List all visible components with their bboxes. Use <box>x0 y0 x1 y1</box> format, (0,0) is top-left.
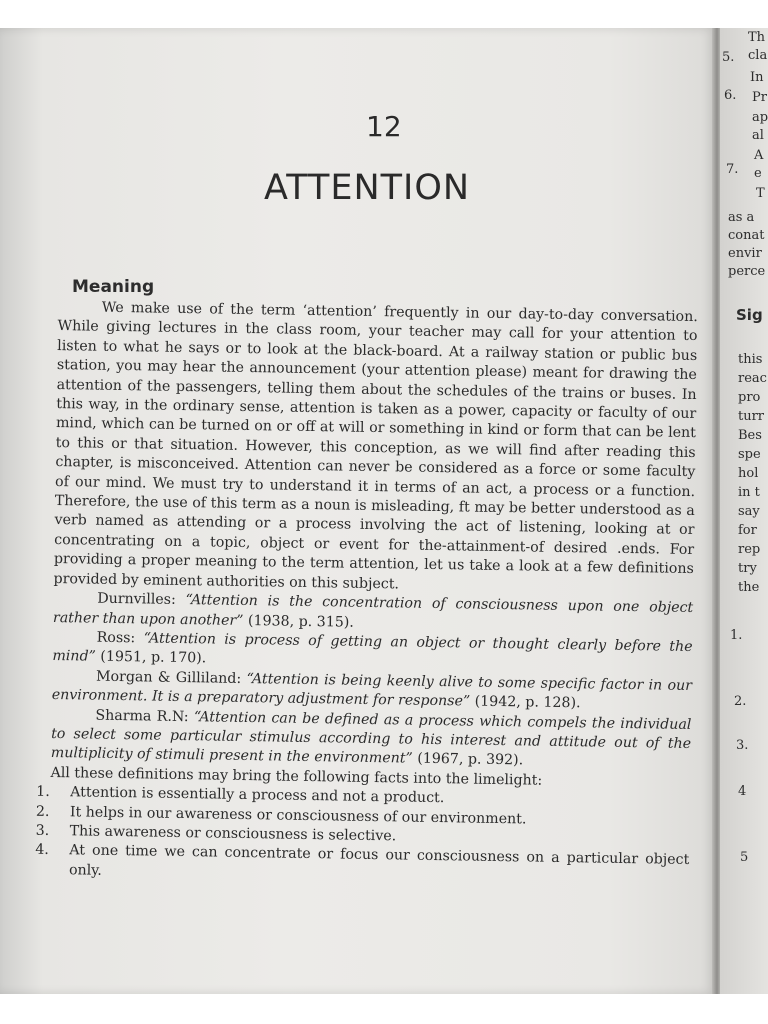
right-page-fragment: cla <box>748 48 768 63</box>
right-page-fragment: rep <box>738 542 761 557</box>
list-number: 2. <box>35 803 50 820</box>
section-heading: Meaning <box>72 277 155 297</box>
definition-quote: “Attention is being keenly alive to some specific factor in our environment. It is a preparatory adjustment for response” <box>51 670 693 710</box>
right-page-fragment: In <box>750 70 764 85</box>
definition-quote: “Attention is process of getting an object or thought clearly before the mind” <box>52 630 693 665</box>
definition-sharma <box>51 705 692 773</box>
chapter-number: 12 <box>366 110 402 143</box>
paragraph-meaning: We make use of the term ‘attention’ frequently in our day-to-day conversation. While giving lectures in the class room, your teacher may call for your attention to listen to what he says or to look at the black-board. At a railway station or public bus station, you may hear the announcement (your attention please) meant for drawing the attention of the passengers, telling them about the schedules of the trains or buses. In this way, in the ordinary sense, attention is taken as a power, capacity or faculty of our mind, which can be turned on or off at will or something in kind or form that can be lent to this or that situation. However, this conception, as we will find after reading this chapter, is misconceived. Attention can never be considered as a force or some faculty of our mind. We must try to understand it in terms of an act, a process or a function. Therefore, the use of this term as a noun is misleading, ft may be better understood as a verb named as attending or a process involving the act of listening, looking at or concentrating on a topic, object or event for the-attainment-of desired .ends. For providing a proper meaning to the term attention, let us take a look at a few definitions provided by eminent authorities on this subject. <box>53 299 698 593</box>
right-page-fragment: turr <box>738 409 765 424</box>
definition-cite: (1951, p. 170). <box>100 649 207 667</box>
right-page-fragment: the <box>738 580 760 595</box>
definition-author: Ross: <box>96 629 136 647</box>
right-page-fragment: Pr <box>752 90 767 105</box>
right-page-fragment: for <box>738 523 757 538</box>
right-page-fragment: al <box>752 128 764 143</box>
right-page-fragment: 6. <box>724 88 737 103</box>
right-page-fragment: 7. <box>726 162 739 177</box>
right-page-heading: Sig <box>736 306 763 324</box>
right-page-fragment: ap <box>752 110 768 125</box>
definition-author: Sharma R.N: <box>95 707 189 725</box>
list-text: Attention is essentially a process and not a product. <box>70 784 445 807</box>
facts-list <box>35 783 690 890</box>
right-page-fragment: this <box>738 352 763 367</box>
chapter-title: ATTENTION <box>264 168 471 208</box>
definition-quote: “Attention can be defined as a process which compels the individual to select some particular stimulus according to his interest and attitude out of the multiplicity of stimuli present in the environment” <box>50 708 692 767</box>
right-page-fragment: e <box>754 166 762 181</box>
right-page-fragment: perce <box>728 264 766 279</box>
right-page-fragment: conat <box>728 228 765 243</box>
definition-quote: “Attention is the concentration of consciousness upon one object rather than upon another” <box>52 592 694 629</box>
right-page-fragment: try <box>738 561 757 576</box>
definition-author: Durnvilles: <box>97 590 176 608</box>
left-page <box>0 28 716 994</box>
list-text: It helps in our awareness or consciousness of our environment. <box>69 803 527 827</box>
definition-cite: (1938, p. 315). <box>247 612 355 631</box>
right-page-fragment: 4 <box>738 784 747 799</box>
facts-intro: All these definitions may bring the following facts into the limelight: <box>50 764 543 789</box>
right-page <box>720 28 768 994</box>
right-page-fragment: 3. <box>736 738 749 753</box>
definition-cite: (1967, p. 392). <box>417 751 524 769</box>
right-page-fragment: 5. <box>722 50 735 65</box>
right-page-fragment: say <box>738 504 760 519</box>
list-number: 3. <box>35 822 50 839</box>
right-page-fragment: 1. <box>730 628 743 643</box>
right-page-fragment: in t <box>738 485 760 500</box>
list-number: 4. <box>35 842 49 859</box>
right-page-fragment: Bes <box>738 428 762 443</box>
body-text <box>35 298 698 890</box>
right-page-fragment: T <box>756 186 765 201</box>
right-page-fragment: hol <box>738 466 759 481</box>
right-page-fragment: A <box>754 148 764 163</box>
right-page-fragment: Th <box>748 30 766 45</box>
list-text: This awareness or consciousness is selective. <box>69 823 397 845</box>
right-page-fragment: reac <box>738 371 767 386</box>
right-page-fragment: 5 <box>740 850 749 865</box>
right-page-fragment: spe <box>738 447 761 462</box>
list-number: 1. <box>36 783 50 801</box>
list-text: At one time we can concentrate or focus our consciousness on a particular object only. <box>68 842 690 879</box>
definition-author: Morgan & Gilliland: <box>95 668 242 687</box>
definition-cite: (1942, p. 128). <box>474 693 581 712</box>
right-page-fragment: envir <box>728 246 762 261</box>
right-page-fragment: as a <box>728 210 755 225</box>
right-page-fragment: 2. <box>734 694 747 709</box>
book-photo <box>0 28 768 994</box>
right-page-fragment: pro <box>738 390 761 405</box>
